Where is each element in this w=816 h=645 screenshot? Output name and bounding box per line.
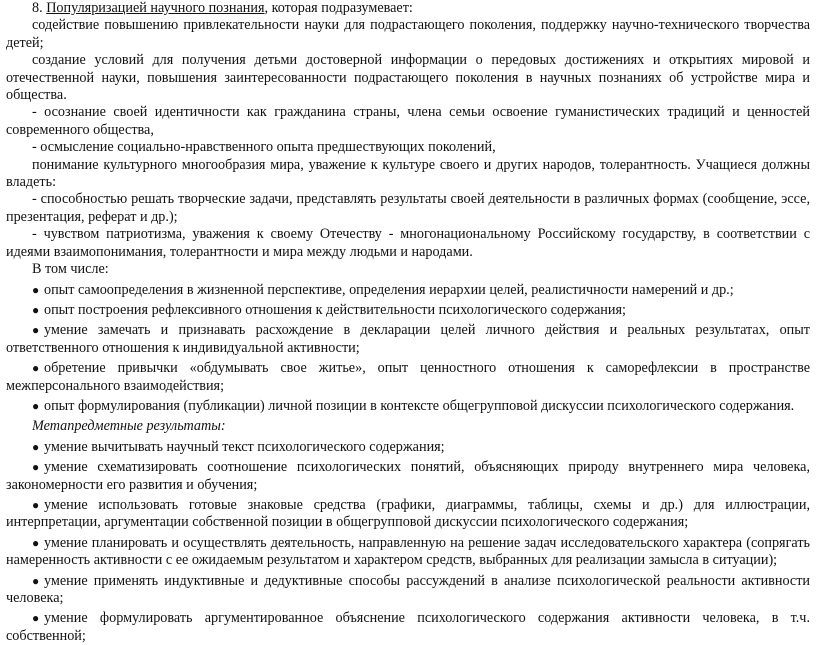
bullet-icon: ● [32, 361, 40, 376]
bullet-icon: ● [32, 439, 40, 454]
paragraph: создание условий для получения детьми достоверной информации о передовых достижениях и открытиях мировой и отечественной науки, повышения заинтересованности подрастающего поколения в научных познаниях об устройстве мира и общества. [6, 52, 810, 104]
bullet-text: умение планировать и осуществлять деятельность, направленную на решение задач исследовательского характера (сопрягать намеренность активности с ее ожидаемым результатом и характером средств, выбранных для реализации замысла в ситуации); [6, 534, 810, 569]
paragraph: - чувством патриотизма, уважения к своему Отечеству - многонациональному Российскому государству, в соответствии с идеями взаимопонимания, толерантности и мира между людьми и народами. [6, 226, 810, 260]
bullet-text: обретение привычки «обдумывать свое житье», опыт ценностного отношения к саморефлексии в пространстве межперсонального взаимодействия; [6, 360, 810, 394]
paragraph: - способностью решать творческие задачи, представлять результаты своей деятельности в различных формах (сообщение, эссе, презентация, реферат и др.); [6, 191, 810, 225]
bullet-item [6, 282, 810, 299]
bullet-text: опыт построения рефлексивного отношения к действительности психологического содержания; [44, 301, 626, 318]
bullet-text: опыт самоопределения в жизненной перспективе, определения иерархии целей, реалистичности намерений и др.; [44, 281, 734, 298]
bullet-text: умение формулировать аргументированное объяснение психологического содержания активности человека, в т.ч. собственной; [6, 610, 810, 644]
section-number: 8. [32, 0, 43, 16]
section-term: Популяризацией научного познания [46, 0, 265, 16]
bullet-item [6, 439, 810, 456]
bullet-item [6, 573, 810, 608]
paragraph-in-that-number: В том числе: [32, 261, 109, 278]
bullet-text: умение использовать готовые знаковые средства (графики, диаграммы, таблицы, схемы и др.) для иллюстрации, интерпретации, аргументации собственной позиции в общегрупповой дискуссии психологического содержания; [6, 496, 810, 531]
bullet-item [6, 535, 810, 570]
intro-paragraph [6, 0, 810, 17]
bullet-item [6, 497, 810, 532]
section-intro-rest: , которая подразумевает: [264, 0, 413, 16]
paragraph: - осознание своей идентичности как гражданина страны, члена семьи освоение гуманистических традиций и ценностей современного общества, [6, 104, 810, 138]
bullet-item [6, 459, 810, 494]
paragraph: содействие повышению привлекательности науки для подрастающего поколения, поддержку научно-технического творчества детей; [6, 17, 810, 51]
bullet-text: умение применять индуктивные и дедуктивные способы рассуждений в анализе психологической реальности активности человека; [6, 572, 810, 606]
bullet-text: умение вычитывать научный текст психологического содержания; [44, 438, 445, 455]
bullet-icon: ● [32, 302, 40, 317]
bullet-text: умение схематизировать соотношение психологических понятий, объясняющих природу внутреннего мира человека, закономерности его развития и обучения; [6, 459, 810, 493]
bullet-item [6, 610, 810, 645]
bullet-item [6, 302, 810, 319]
bullet-icon: ● [32, 460, 40, 475]
bullet-icon: ● [32, 282, 40, 297]
bullet-item [6, 398, 810, 415]
bullet-icon: ● [32, 323, 40, 338]
bullet-icon: ● [32, 611, 40, 626]
paragraph: понимание культурного многообразия мира, уважение к культуре своего и других народов, толерантность. Учащиеся должны владеть: [6, 156, 810, 191]
paragraph: - осмысление социально-нравственного опыта предшествующих поколений, [32, 139, 496, 156]
bullet-icon: ● [32, 398, 40, 413]
bullet-text: опыт формулирования (публикации) личной позиции в контексте общегрупповой дискуссии психологического содержания. [44, 397, 795, 414]
bullet-text: умение замечать и признавать расхождение в декларации целей личного действия и реальных результатах, опыт ответственного отношения к индивидуальной активности; [6, 322, 810, 356]
meta-results-heading: Метапредметные результаты: [32, 418, 226, 435]
bullet-icon: ● [32, 497, 40, 512]
bullet-item [6, 322, 810, 357]
bullet-icon: ● [32, 573, 40, 588]
bullet-icon: ● [32, 535, 40, 550]
bullet-item [6, 360, 810, 395]
